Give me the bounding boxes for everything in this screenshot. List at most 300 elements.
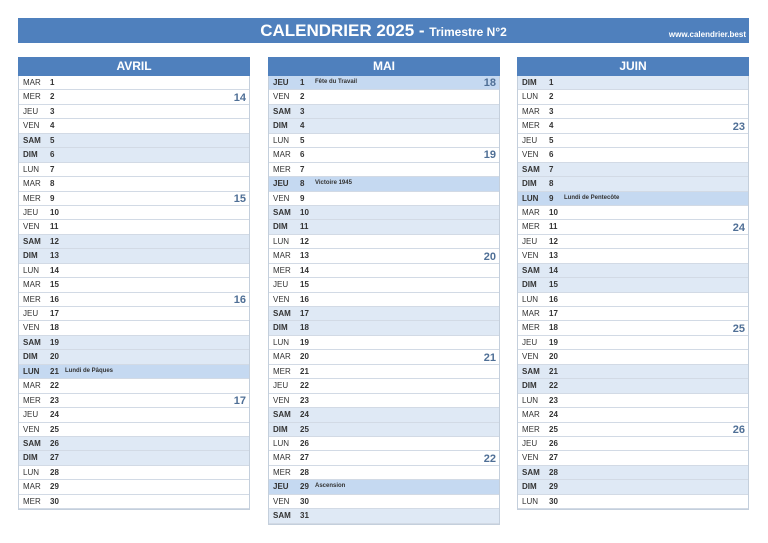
day-row xyxy=(269,495,499,509)
day-number: 12 xyxy=(300,236,309,246)
week-number: 21 xyxy=(483,351,496,364)
day-number: 19 xyxy=(50,337,59,347)
day-number: 26 xyxy=(50,438,59,448)
day-row xyxy=(269,379,499,393)
day-row xyxy=(518,220,748,234)
weekday-name: MAR xyxy=(273,150,291,160)
day-number: 26 xyxy=(300,438,309,448)
day-number: 15 xyxy=(549,280,558,290)
day-row xyxy=(518,278,748,292)
weekday-name: MAR xyxy=(23,179,41,189)
day-number: 9 xyxy=(50,193,55,203)
day-row xyxy=(19,336,249,350)
month-header: MAI xyxy=(268,57,500,76)
weekday-name: DIM xyxy=(23,352,38,362)
day-number: 28 xyxy=(549,467,558,477)
day-row xyxy=(269,408,499,422)
weekday-name: LUN xyxy=(522,92,539,102)
weekday-name: MAR xyxy=(522,207,540,217)
weekday-name: MER xyxy=(522,121,540,131)
weekday-name: VEN xyxy=(273,496,290,506)
weekday-name: MER xyxy=(23,496,41,506)
day-number: 24 xyxy=(300,410,309,420)
day-number: 18 xyxy=(50,323,59,333)
weekday-name: MER xyxy=(23,395,41,405)
weekday-name: MAR xyxy=(23,78,41,87)
day-row xyxy=(269,278,499,292)
day-number: 1 xyxy=(549,78,554,87)
day-row xyxy=(518,163,748,177)
day-row xyxy=(269,336,499,350)
day-row xyxy=(269,480,499,494)
day-number: 5 xyxy=(549,135,554,145)
day-row xyxy=(269,105,499,119)
day-number: 5 xyxy=(300,135,305,145)
day-number: 11 xyxy=(50,222,59,232)
weekday-name: MER xyxy=(273,265,291,275)
day-number: 23 xyxy=(300,395,309,405)
weekday-name: SAM xyxy=(273,309,291,318)
day-number: 10 xyxy=(300,207,309,217)
day-number: 22 xyxy=(50,381,59,391)
weekday-name: LUN xyxy=(23,164,40,174)
day-row xyxy=(19,394,249,408)
holiday-name: Lundi de Pâques xyxy=(65,367,114,374)
day-number: 14 xyxy=(50,265,59,275)
day-number: 21 xyxy=(549,366,558,376)
day-number: 25 xyxy=(549,424,558,434)
week-number: 17 xyxy=(233,395,246,408)
day-row xyxy=(19,451,249,465)
weekday-name: MAR xyxy=(273,251,291,261)
day-row xyxy=(269,307,499,321)
day-row xyxy=(269,466,499,480)
day-number: 6 xyxy=(549,150,554,160)
day-row xyxy=(518,148,748,162)
day-number: 23 xyxy=(549,395,558,405)
weekday-name: SAM xyxy=(273,106,291,116)
day-number: 16 xyxy=(300,294,309,304)
day-number: 29 xyxy=(50,482,59,492)
day-row xyxy=(19,220,249,234)
day-list xyxy=(268,76,500,525)
day-number: 21 xyxy=(50,366,59,376)
day-row xyxy=(19,76,249,90)
weekday-name: LUN xyxy=(273,438,290,448)
day-row xyxy=(19,264,249,278)
weekday-name: DIM xyxy=(273,222,288,232)
weekday-name: VEN xyxy=(522,251,539,261)
day-row xyxy=(19,321,249,335)
day-row xyxy=(19,206,249,220)
weekday-name: SAM xyxy=(522,164,540,174)
day-row xyxy=(19,235,249,249)
holiday-name: Ascension xyxy=(315,483,346,490)
week-number: 22 xyxy=(483,452,496,465)
day-row xyxy=(518,495,748,509)
day-number: 5 xyxy=(50,135,55,145)
day-row xyxy=(19,134,249,148)
day-number: 10 xyxy=(549,207,558,217)
weekday-name: LUN xyxy=(23,265,40,275)
weekday-name: JEU xyxy=(273,179,289,189)
weekday-name: VEN xyxy=(522,352,539,362)
day-row xyxy=(19,437,249,451)
day-number: 29 xyxy=(300,482,309,492)
quarter-subtitle: Trimestre N°2 xyxy=(429,25,507,39)
weekday-name: DIM xyxy=(23,453,38,463)
month-header: AVRIL xyxy=(18,57,250,76)
weekday-name: DIM xyxy=(273,424,288,434)
day-number: 11 xyxy=(300,222,309,232)
day-row xyxy=(518,321,748,335)
day-row xyxy=(518,307,748,321)
holiday-name: Victoire 1945 xyxy=(315,180,352,187)
day-number: 4 xyxy=(50,121,55,131)
day-row xyxy=(518,437,748,451)
day-number: 15 xyxy=(300,280,309,290)
weekday-name: JEU xyxy=(23,207,39,217)
day-number: 24 xyxy=(50,410,59,420)
day-row xyxy=(19,249,249,263)
weekday-name: JEU xyxy=(273,482,289,492)
week-number: 16 xyxy=(233,293,246,306)
day-number: 6 xyxy=(50,150,55,160)
day-row xyxy=(19,495,249,509)
day-number: 16 xyxy=(50,294,59,304)
weekday-name: VEN xyxy=(23,323,40,333)
day-row xyxy=(19,293,249,307)
day-row xyxy=(19,466,249,480)
day-row xyxy=(19,192,249,206)
day-row xyxy=(518,249,748,263)
weekday-name: MER xyxy=(273,467,291,477)
day-number: 20 xyxy=(549,352,558,362)
day-row xyxy=(518,423,748,437)
weekday-name: SAM xyxy=(522,467,540,477)
day-row xyxy=(518,206,748,220)
weekday-name: DIM xyxy=(522,482,537,492)
weekday-name: JEU xyxy=(273,381,289,391)
day-row xyxy=(518,408,748,422)
day-number: 30 xyxy=(300,496,309,506)
week-number: 25 xyxy=(732,322,745,335)
weekday-name: SAM xyxy=(522,366,540,376)
weekday-name: MAR xyxy=(23,482,41,492)
weekday-name: MER xyxy=(23,92,41,102)
day-number: 6 xyxy=(300,150,305,160)
day-number: 9 xyxy=(300,193,305,203)
day-number: 30 xyxy=(50,496,59,506)
weekday-name: LUN xyxy=(273,236,290,246)
day-row xyxy=(269,148,499,162)
day-number: 2 xyxy=(300,92,305,102)
weekday-name: VEN xyxy=(23,424,40,434)
week-number: 15 xyxy=(233,192,246,205)
weekday-name: LUN xyxy=(23,467,40,477)
day-row xyxy=(518,90,748,104)
day-number: 7 xyxy=(300,164,305,174)
day-row xyxy=(19,90,249,104)
day-number: 8 xyxy=(300,179,305,189)
day-number: 21 xyxy=(300,366,309,376)
day-row xyxy=(269,76,499,90)
weekday-name: DIM xyxy=(273,121,288,131)
day-number: 27 xyxy=(300,453,309,463)
day-number: 2 xyxy=(50,92,55,102)
weekday-name: MER xyxy=(23,294,41,304)
weekday-name: VEN xyxy=(522,150,539,160)
weekday-name: MER xyxy=(522,424,540,434)
weekday-name: JEU xyxy=(23,309,39,318)
day-number: 17 xyxy=(50,309,59,318)
month-may xyxy=(268,57,500,525)
day-number: 8 xyxy=(549,179,554,189)
day-number: 4 xyxy=(300,121,305,131)
day-row xyxy=(518,394,748,408)
day-row xyxy=(518,264,748,278)
weekday-name: MAR xyxy=(522,309,540,318)
weekday-name: SAM xyxy=(273,511,291,521)
day-number: 25 xyxy=(300,424,309,434)
day-number: 4 xyxy=(549,121,554,131)
day-number: 18 xyxy=(300,323,309,333)
weekday-name: SAM xyxy=(273,410,291,420)
weekday-name: DIM xyxy=(522,179,537,189)
week-number: 14 xyxy=(233,91,246,104)
weekday-name: JEU xyxy=(23,410,39,420)
weekday-name: MAR xyxy=(23,381,41,391)
holiday-name: Lundi de Pentecôte xyxy=(564,194,620,201)
day-number: 13 xyxy=(50,251,59,261)
weekday-name: SAM xyxy=(23,135,41,145)
weekday-name: SAM xyxy=(522,265,540,275)
day-row xyxy=(19,423,249,437)
day-row xyxy=(518,451,748,465)
day-row xyxy=(269,350,499,364)
week-number: 19 xyxy=(483,149,496,162)
day-list xyxy=(517,76,749,510)
day-number: 14 xyxy=(300,265,309,275)
day-row xyxy=(518,105,748,119)
day-number: 3 xyxy=(549,106,554,116)
day-row xyxy=(19,379,249,393)
weekday-name: VEN xyxy=(522,453,539,463)
weekday-name: MER xyxy=(273,366,291,376)
day-row xyxy=(269,90,499,104)
day-number: 1 xyxy=(300,78,305,87)
day-number: 17 xyxy=(549,309,558,318)
month-april xyxy=(18,57,250,510)
month-june xyxy=(517,57,749,510)
day-row xyxy=(19,105,249,119)
holiday-name: Fête du Travail xyxy=(315,79,358,85)
day-row xyxy=(518,480,748,494)
weekday-name: VEN xyxy=(23,121,40,131)
weekday-name: MER xyxy=(522,222,540,232)
weekday-name: JEU xyxy=(522,236,538,246)
day-row xyxy=(269,220,499,234)
week-number: 20 xyxy=(483,250,496,263)
weekday-name: LUN xyxy=(273,337,290,347)
day-row xyxy=(269,206,499,220)
weekday-name: MER xyxy=(23,193,41,203)
day-row xyxy=(19,119,249,133)
day-row xyxy=(518,177,748,191)
day-row xyxy=(19,365,249,379)
day-row xyxy=(518,466,748,480)
day-number: 7 xyxy=(50,164,55,174)
day-row xyxy=(518,192,748,206)
day-row xyxy=(269,509,499,523)
day-number: 19 xyxy=(300,337,309,347)
day-row xyxy=(269,394,499,408)
day-row xyxy=(269,451,499,465)
day-row xyxy=(518,350,748,364)
week-number: 18 xyxy=(483,77,496,90)
weekday-name: JEU xyxy=(522,337,538,347)
weekday-name: SAM xyxy=(23,438,41,448)
day-row xyxy=(19,480,249,494)
month-header: JUIN xyxy=(517,57,749,76)
day-number: 13 xyxy=(549,251,558,261)
weekday-name: MER xyxy=(522,323,540,333)
day-number: 9 xyxy=(549,193,554,203)
day-row xyxy=(269,163,499,177)
weekday-name: MAR xyxy=(273,453,291,463)
calendar-banner xyxy=(18,18,749,43)
weekday-name: DIM xyxy=(522,78,537,87)
day-row xyxy=(269,365,499,379)
day-number: 26 xyxy=(549,438,558,448)
day-row xyxy=(19,307,249,321)
day-number: 24 xyxy=(549,410,558,420)
day-number: 20 xyxy=(300,352,309,362)
day-number: 27 xyxy=(549,453,558,463)
weekday-name: JEU xyxy=(273,280,289,290)
day-row xyxy=(269,192,499,206)
day-row xyxy=(269,423,499,437)
weekday-name: DIM xyxy=(23,150,38,160)
weekday-name: JEU xyxy=(522,438,538,448)
day-number: 14 xyxy=(549,265,558,275)
weekday-name: VEN xyxy=(23,222,40,232)
title-text: CALENDRIER 2025 - xyxy=(260,21,430,40)
weekday-name: VEN xyxy=(273,395,290,405)
day-row xyxy=(19,408,249,422)
day-number: 12 xyxy=(50,236,59,246)
weekday-name: LUN xyxy=(522,395,539,405)
week-number: 24 xyxy=(732,221,745,234)
day-row xyxy=(518,134,748,148)
day-number: 12 xyxy=(549,236,558,246)
weekday-name: LUN xyxy=(522,294,539,304)
weekday-name: MAR xyxy=(273,352,291,362)
day-number: 27 xyxy=(50,453,59,463)
day-number: 3 xyxy=(300,106,305,116)
weekday-name: LUN xyxy=(23,366,40,376)
day-row xyxy=(269,235,499,249)
weekday-name: MAR xyxy=(522,410,540,420)
day-number: 13 xyxy=(300,251,309,261)
day-number: 23 xyxy=(50,395,59,405)
day-number: 10 xyxy=(50,207,59,217)
day-row xyxy=(269,437,499,451)
day-number: 16 xyxy=(549,294,558,304)
day-number: 22 xyxy=(549,381,558,391)
day-number: 19 xyxy=(549,337,558,347)
weekday-name: MER xyxy=(273,164,291,174)
day-row xyxy=(19,350,249,364)
day-row xyxy=(269,321,499,335)
week-number: 26 xyxy=(732,424,745,437)
weekday-name: DIM xyxy=(273,323,288,333)
day-row xyxy=(19,148,249,162)
day-row xyxy=(269,293,499,307)
weekday-name: DIM xyxy=(522,280,537,290)
day-number: 22 xyxy=(300,381,309,391)
day-row xyxy=(269,119,499,133)
day-number: 25 xyxy=(50,424,59,434)
weekday-name: VEN xyxy=(273,294,290,304)
day-number: 11 xyxy=(549,222,558,232)
day-number: 7 xyxy=(549,164,554,174)
day-row xyxy=(518,76,748,90)
day-row xyxy=(518,365,748,379)
weekday-name: SAM xyxy=(23,337,41,347)
weekday-name: VEN xyxy=(273,193,290,203)
day-number: 28 xyxy=(300,467,309,477)
week-number: 23 xyxy=(732,120,745,133)
day-row xyxy=(269,249,499,263)
day-row xyxy=(269,134,499,148)
day-row xyxy=(518,293,748,307)
day-row xyxy=(518,119,748,133)
day-row xyxy=(518,235,748,249)
day-number: 15 xyxy=(50,280,59,290)
weekday-name: JEU xyxy=(522,135,538,145)
day-number: 31 xyxy=(300,511,309,521)
day-number: 28 xyxy=(50,467,59,477)
weekday-name: SAM xyxy=(23,236,41,246)
day-number: 20 xyxy=(50,352,59,362)
weekday-name: MAR xyxy=(522,106,540,116)
weekday-name: LUN xyxy=(522,193,539,203)
day-number: 8 xyxy=(50,179,55,189)
day-number: 17 xyxy=(300,309,309,318)
day-number: 1 xyxy=(50,78,55,87)
weekday-name: LUN xyxy=(273,135,290,145)
day-row xyxy=(269,177,499,191)
day-row xyxy=(19,177,249,191)
day-row xyxy=(19,278,249,292)
weekday-name: VEN xyxy=(273,92,290,102)
day-number: 2 xyxy=(549,92,554,102)
day-row xyxy=(19,163,249,177)
weekday-name: MAR xyxy=(23,280,41,290)
calendar-title xyxy=(18,21,749,41)
day-row xyxy=(518,379,748,393)
weekday-name: JEU xyxy=(23,106,39,116)
day-number: 30 xyxy=(549,496,558,506)
day-row xyxy=(269,264,499,278)
day-number: 29 xyxy=(549,482,558,492)
day-list xyxy=(18,76,250,510)
day-number: 18 xyxy=(549,323,558,333)
weekday-name: DIM xyxy=(522,381,537,391)
weekday-name: SAM xyxy=(273,207,291,217)
website-url[interactable]: www.calendrier.best xyxy=(668,30,746,39)
